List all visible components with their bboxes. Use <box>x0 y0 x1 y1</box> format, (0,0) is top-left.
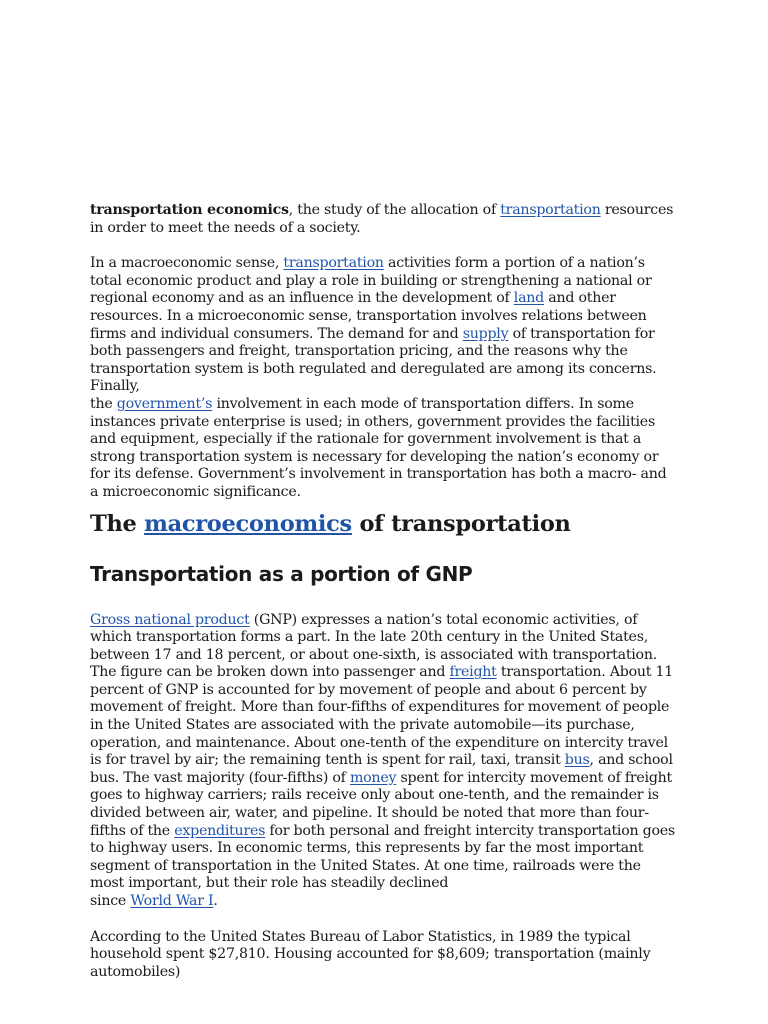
defined-term: transportation economics <box>90 202 289 218</box>
subsection-heading-gnp: Transportation as a portion of GNP <box>90 561 473 586</box>
gnp-paragraph: Gross national product (GNP) expresses a nation’s total economic activities, of which transportation forms a part. In the late 20th century in the United States, between 17 and 18 percent, or about one-sixth, is associated with transportation. The figure can be broken down into passenger and freight transportation. About 11 percent of GNP is accounted for by movement of people and about 6 percent by movement of freight. More than four-fifths of expenditures for movement of people in the United States are associated with the private automobile—its purchase, operation, and maintenance. About one-tenth of the expenditure on intercity travel is for travel by air; the remaining tenth is spent for rail, taxi, transit bus, and school bus. The vast majority (four-fifths) of money spent for intercity movement of freight goes to highway carriers; rails receive only about one-tenth, and the remainder is divided between air, water, and pipeline. It should be noted that more than four-fifths of the expenditures for both personal and freight intercity transportation goes to highway users. In economic terms, this represents by far the most important segment of transportation in the United States. At one time, railroads were the most important, but their role has steadily declined since World War I. <box>90 611 675 909</box>
link-bus[interactable]: bus <box>564 752 590 769</box>
household-spending-paragraph: According to the United States Bureau of Labor Statistics, in 1989 the typical household spent $27,810. Housing accounted for $8,609; transportation (mainly automobiles) <box>90 928 651 980</box>
article-body <box>90 202 678 981</box>
link-transportation-2[interactable]: transportation <box>283 255 384 272</box>
section-heading-macroeconomics: The macroeconomics of transportation <box>90 510 571 537</box>
link-money[interactable]: money <box>349 769 397 786</box>
link-freight[interactable]: freight <box>449 664 497 681</box>
link-macroeconomics[interactable]: macroeconomics <box>144 510 352 537</box>
link-gross-national-product[interactable]: Gross national product <box>90 611 250 628</box>
link-world-war-i[interactable]: World War I <box>130 893 214 909</box>
link-transportation[interactable]: transportation <box>500 202 601 218</box>
link-supply[interactable]: supply <box>462 325 509 342</box>
intro-paragraph: transportation economics, the study of the allocation of transportation resources in order to meet the needs of a society. <box>90 202 674 236</box>
macro-sense-paragraph: In a macroeconomic sense, transportation activities form a portion of a nation’s total economic product and play a role in building or strengthening a national or regional economy and as an influence in the development of land and other resources. In a microeconomic sense, transportation involves relations between firms and individual consumers. The demand for and supply of transportation for both passengers and freight, transportation pricing, and the reasons why the transportation system is both regulated and deregulated are among its concerns. Finally, the government’s involvement in each mode of transportation differs. In some instances private enterprise is used; in others, government provides the facilities and equipment, especially if the rationale for government involvement is that a strong transportation system is necessary for developing the nation’s economy or for its defense. Government’s involvement in transportation has both a macro- and a microeconomic significance. <box>90 255 667 500</box>
link-governments[interactable]: government’s <box>116 395 213 412</box>
link-land[interactable]: land <box>513 290 544 307</box>
link-expenditures[interactable]: expenditures <box>174 822 266 839</box>
